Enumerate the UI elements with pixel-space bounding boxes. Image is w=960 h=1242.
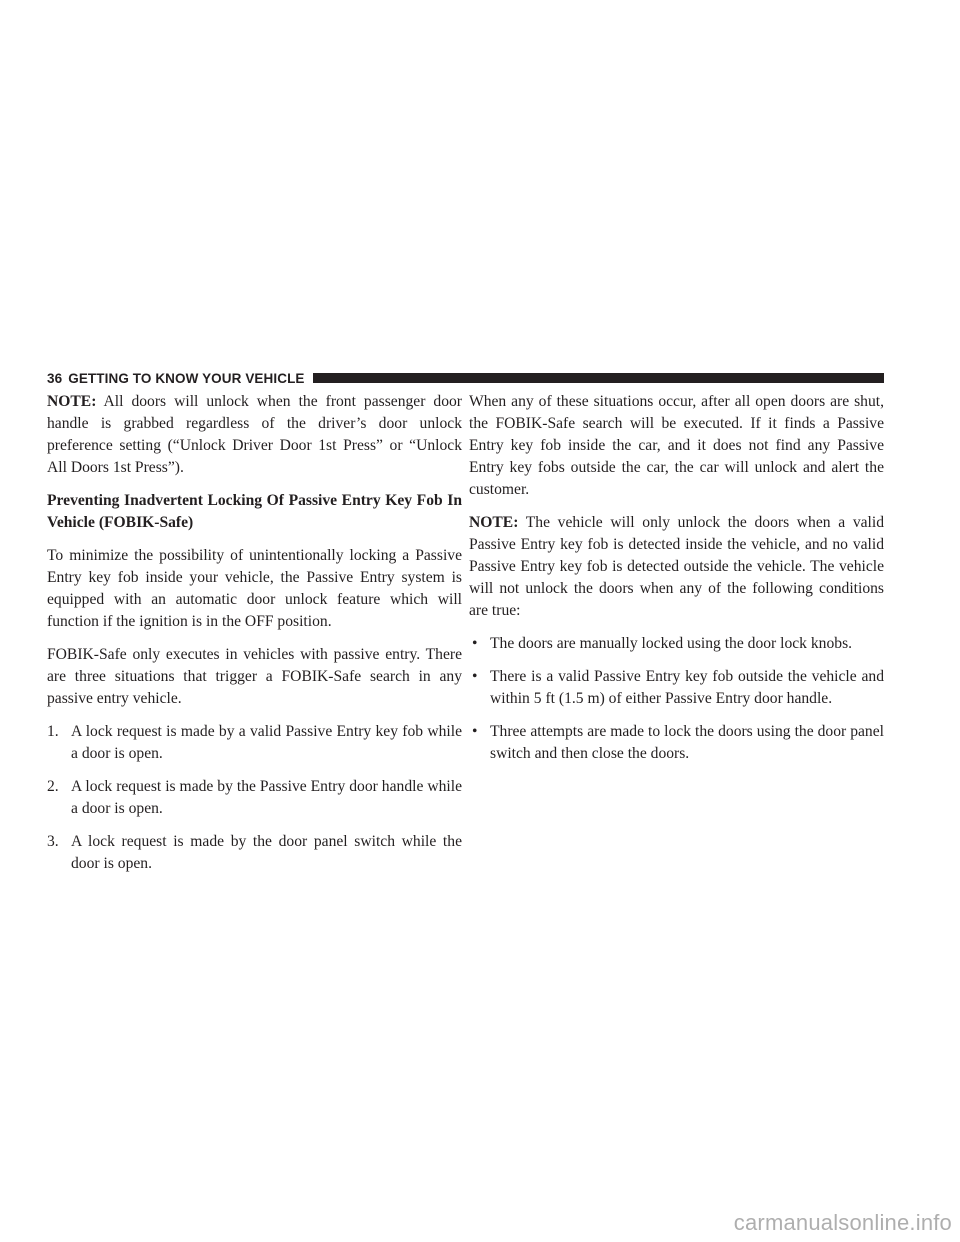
note-label: NOTE:: [469, 514, 519, 531]
note-paragraph-2: [469, 512, 884, 622]
right-column: [469, 391, 884, 776]
list-item: [469, 633, 884, 655]
bullet-icon: •: [472, 668, 478, 685]
page-number: 36: [47, 370, 63, 386]
page-header: [47, 368, 884, 388]
header-rule: [313, 373, 884, 383]
list-item: [47, 721, 462, 765]
list-number: 3.: [47, 833, 59, 850]
paragraph: When any of these situations occur, after all open doors are shut, the FOBIK-Safe search will be executed. If it finds a Passive Entry key fob inside the car, and it does not find any Passive Entry key fobs outside the car, the car will unlock and alert the customer.: [469, 393, 884, 498]
list-item: [47, 831, 462, 875]
list-item: [469, 721, 884, 765]
bullet-icon: •: [472, 635, 478, 652]
note-text: All doors will unlock when the front passenger door handle is grabbed regardless of the driver’s door unlock preference setting (“Unlock Driver Door 1st Press” or “Unlock All Doors 1st Press”).: [47, 393, 462, 476]
list-item: [47, 776, 462, 820]
note-text: The vehicle will only unlock the doors when a valid Passive Entry key fob is detected inside the vehicle, and no valid Passive Entry key fob is detected outside the vehicle. The vehicle will not unlock the doors when any of the following conditions are true:: [469, 514, 884, 619]
header-text: [47, 371, 305, 386]
list-item-text: There is a valid Passive Entry key fob outside the vehicle and within 5 ft (1.5 m) of either Passive Entry door handle.: [490, 668, 884, 707]
note-paragraph-1: [47, 391, 462, 479]
list-item-text: A lock request is made by the Passive Entry door handle while a door is open.: [71, 778, 462, 817]
numbered-list: [47, 721, 462, 875]
list-number: 1.: [47, 723, 59, 740]
list-number: 2.: [47, 778, 59, 795]
note-label: NOTE:: [47, 393, 97, 410]
left-column: [47, 391, 462, 886]
bullet-list: [469, 633, 884, 765]
watermark: carmanualsonline.info: [733, 1210, 952, 1235]
paragraph: FOBIK-Safe only executes in vehicles with passive entry. There are three situations that trigger a FOBIK-Safe search in any passive entry vehicle.: [47, 646, 462, 707]
list-item-text: A lock request is made by the door panel switch while the door is open.: [71, 833, 462, 872]
section-title: GETTING TO KNOW YOUR VEHICLE: [68, 370, 305, 386]
list-item-text: Three attempts are made to lock the doors using the door panel switch and then close the doors.: [490, 723, 884, 762]
bullet-icon: •: [472, 723, 478, 740]
list-item: [469, 666, 884, 710]
list-item-text: The doors are manually locked using the door lock knobs.: [490, 635, 853, 652]
section-heading: Preventing Inadvertent Locking Of Passive Entry Key Fob In Vehicle (FOBIK-Safe): [47, 492, 462, 531]
list-item-text: A lock request is made by a valid Passive Entry key fob while a door is open.: [71, 723, 462, 762]
paragraph: To minimize the possibility of unintentionally locking a Passive Entry key fob inside your vehicle, the Passive Entry system is equipped with an automatic door unlock feature which will function if the ignition is in the OFF position.: [47, 547, 462, 630]
